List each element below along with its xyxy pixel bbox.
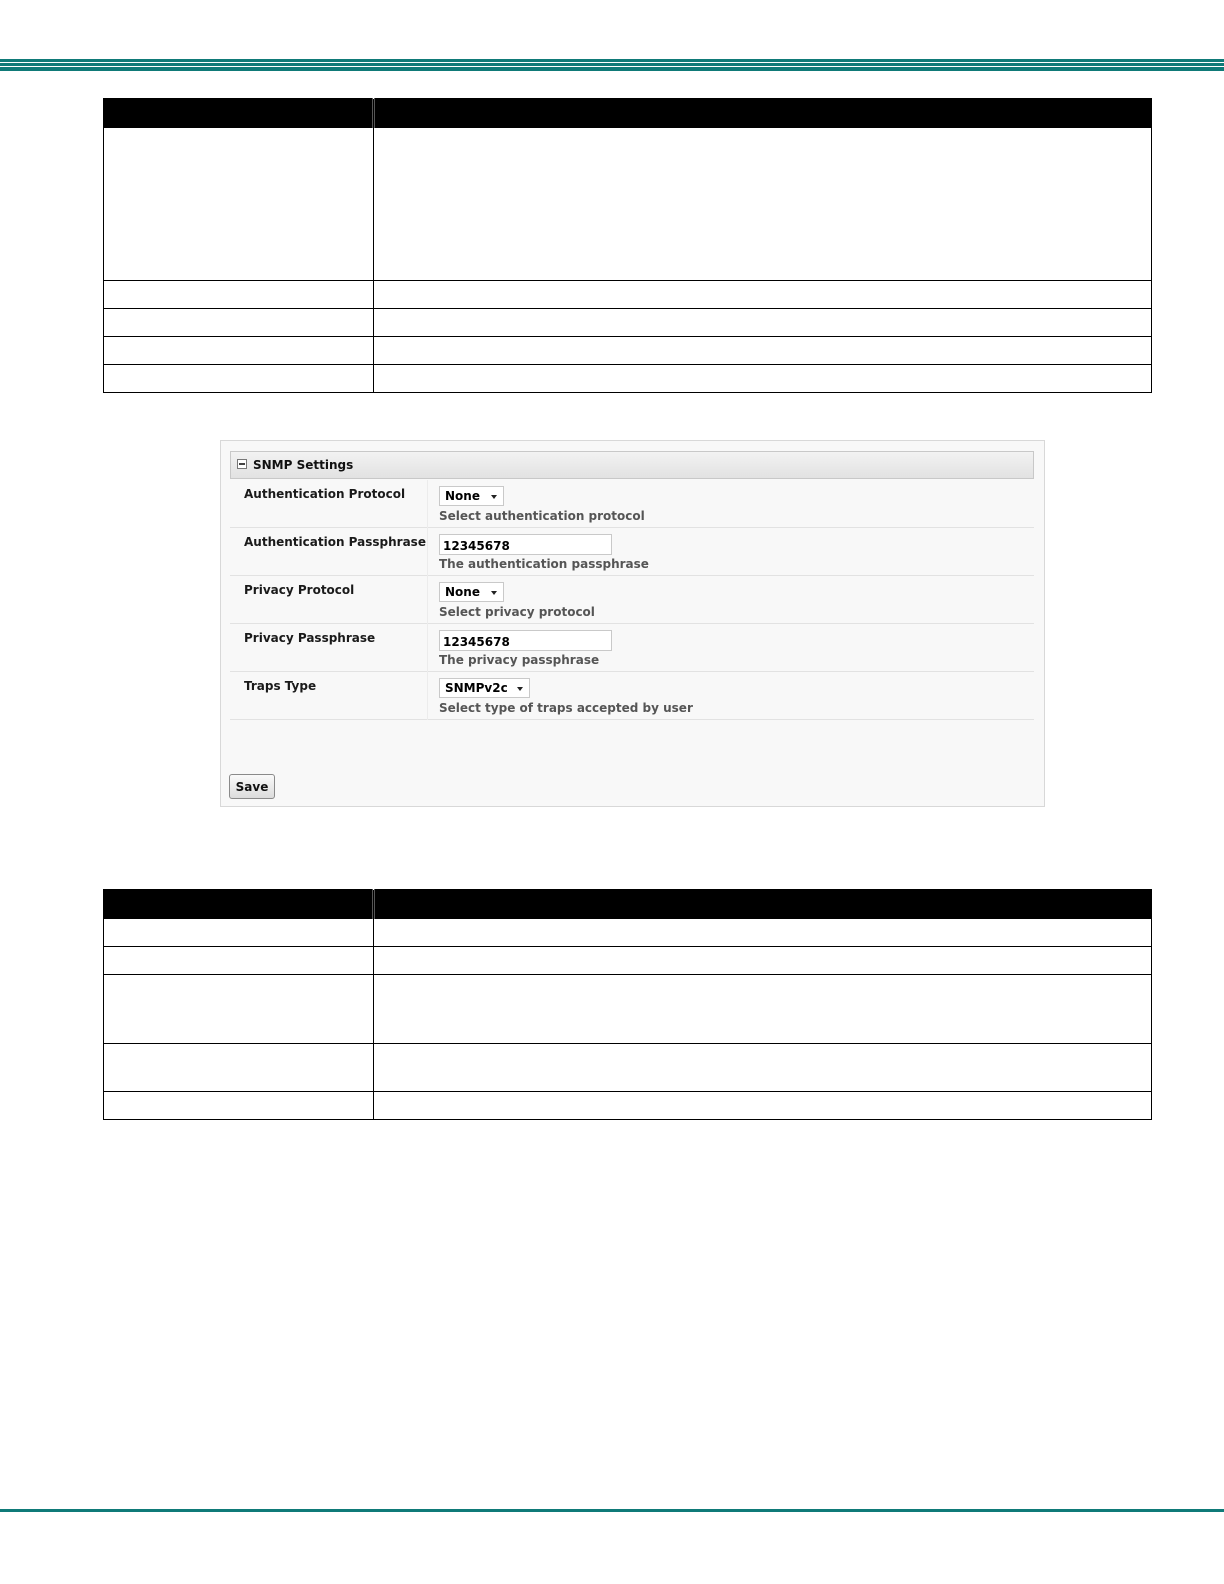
table-header-cell — [104, 890, 374, 919]
field-row-authentication-protocol — [230, 480, 1034, 528]
field-label: Authentication Protocol — [244, 487, 406, 501]
table-cell — [374, 365, 1152, 393]
field-row-traps-type — [230, 672, 1034, 720]
select-value: SNMPv2c — [445, 681, 508, 695]
table-row — [104, 128, 1152, 281]
field-label: Traps Type — [244, 679, 317, 693]
footer-rule — [0, 1509, 1224, 1512]
settings-description-table-top — [103, 98, 1152, 393]
field-hint: The authentication passphrase — [439, 557, 649, 571]
field-label: Privacy Passphrase — [244, 631, 376, 645]
save-button[interactable]: Save — [229, 774, 275, 799]
table-cell — [104, 365, 374, 393]
table-header-row — [104, 99, 1152, 128]
select-value: None — [445, 489, 480, 503]
panel-title: SNMP Settings — [253, 458, 354, 472]
field-hint: Select privacy protocol — [439, 605, 595, 619]
table-row — [104, 975, 1152, 1044]
table-cell — [104, 128, 374, 281]
table-header-row — [104, 890, 1152, 919]
field-row-authentication-passphrase — [230, 528, 1034, 576]
header-rule — [0, 67, 1224, 71]
header-rule — [0, 63, 1224, 66]
column-separator — [427, 672, 428, 720]
snmp-settings-header[interactable] — [230, 451, 1034, 479]
select-value: None — [445, 585, 480, 599]
column-separator — [427, 480, 428, 528]
table-cell — [374, 1092, 1152, 1120]
table-row — [104, 337, 1152, 365]
table-row — [104, 365, 1152, 393]
table-header-cell — [374, 99, 1152, 128]
table-header-cell — [374, 890, 1152, 919]
table-row — [104, 919, 1152, 947]
table-row — [104, 1092, 1152, 1120]
field-hint: Select authentication protocol — [439, 509, 645, 523]
field-hint: Select type of traps accepted by user — [439, 701, 693, 715]
table-cell — [104, 919, 374, 947]
table-row — [104, 1044, 1152, 1092]
table-header-cell — [104, 99, 374, 128]
table-cell — [374, 128, 1152, 281]
traps-type-select[interactable] — [439, 678, 530, 698]
field-label: Authentication Passphrase — [244, 535, 426, 549]
field-row-privacy-protocol — [230, 576, 1034, 624]
dropdown-arrow-icon — [517, 687, 523, 691]
field-label: Privacy Protocol — [244, 583, 355, 597]
column-separator — [427, 576, 428, 624]
table-cell — [374, 337, 1152, 365]
dropdown-arrow-icon — [491, 495, 497, 499]
collapse-icon[interactable] — [237, 459, 247, 469]
table-row — [104, 309, 1152, 337]
table-cell — [104, 309, 374, 337]
dropdown-arrow-icon — [491, 591, 497, 595]
header-rule — [0, 59, 1224, 62]
table-cell — [104, 281, 374, 309]
field-hint: The privacy passphrase — [439, 653, 600, 667]
table-cell — [374, 281, 1152, 309]
column-separator — [427, 624, 428, 672]
table-cell — [104, 975, 374, 1044]
privacy-passphrase-input[interactable] — [439, 630, 612, 651]
authentication-passphrase-input[interactable] — [439, 534, 612, 555]
table-cell — [374, 947, 1152, 975]
table-cell — [374, 919, 1152, 947]
authentication-protocol-select[interactable] — [439, 486, 504, 506]
table-cell — [374, 975, 1152, 1044]
table-cell — [104, 1092, 374, 1120]
column-separator — [427, 528, 428, 576]
table-cell — [104, 337, 374, 365]
table-cell — [374, 309, 1152, 337]
table-cell — [104, 947, 374, 975]
field-row-privacy-passphrase — [230, 624, 1034, 672]
table-cell — [374, 1044, 1152, 1092]
snmp-settings-panel — [220, 440, 1045, 807]
table-row — [104, 281, 1152, 309]
settings-description-table-bottom — [103, 889, 1152, 1120]
privacy-protocol-select[interactable] — [439, 582, 504, 602]
table-cell — [104, 1044, 374, 1092]
table-row — [104, 947, 1152, 975]
